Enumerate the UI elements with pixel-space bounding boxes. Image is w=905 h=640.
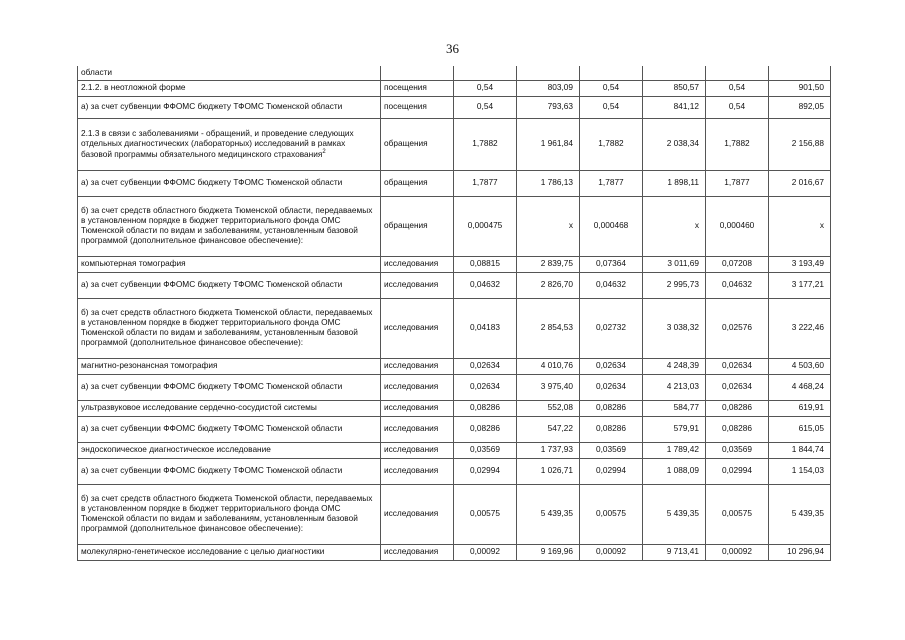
row-unit: исследования [381,256,454,272]
table-row [78,358,831,374]
table-row [78,118,831,170]
norm-value: 0,00092 [454,544,517,560]
row-description: а) за счет субвенции ФФОМС бюджету ТФОМС Тюменской области [78,170,381,196]
norm-value: 0,000468 [580,196,643,256]
row-description: магнитно-резонансная томография [78,358,381,374]
cost-value: 552,08 [517,400,580,416]
norm-value: 1,7877 [454,170,517,196]
cost-value: 4 248,39 [643,358,706,374]
norm-value: 0,54 [454,80,517,96]
row-description: а) за счет субвенции ФФОМС бюджету ТФОМС Тюменской области [78,458,381,484]
norm-value: 0,54 [580,96,643,118]
norm-value: 0,08286 [580,400,643,416]
norm-value: 0,00575 [454,484,517,544]
row-unit: исследования [381,458,454,484]
footnote-marker: 2 [322,148,326,155]
cost-value: 9 169,96 [517,544,580,560]
row-description: б) за счет средств областного бюджета Тюменской области, передаваемых в установленном порядке в бюджет территориального фонда ОМС Тюменской области по видам и заболеваниям, установленным базовой программой (дополнительное финансовое обеспечение): [78,484,381,544]
norm-value: 0,02634 [580,358,643,374]
cost-value: 892,05 [769,96,831,118]
norm-value: 0,02634 [706,358,769,374]
table-row [78,400,831,416]
cost-value: 803,09 [517,80,580,96]
cost-value: 3 177,21 [769,272,831,298]
cost-value: 5 439,35 [643,484,706,544]
norm-value [454,66,517,80]
norm-value: 0,02994 [454,458,517,484]
norm-value: 0,08286 [454,400,517,416]
norm-value: 0,02634 [454,358,517,374]
cost-value: 2 854,53 [517,298,580,358]
row-description: а) за счет субвенции ФФОМС бюджету ТФОМС Тюменской области [78,272,381,298]
table-row [78,272,831,298]
table-row [78,544,831,560]
row-description: 2.1.2. в неотложной форме [78,80,381,96]
cost-value: 9 713,41 [643,544,706,560]
norm-value: 0,02634 [580,374,643,400]
cost-value: 3 011,69 [643,256,706,272]
cost-value: 3 975,40 [517,374,580,400]
cost-value: 2 995,73 [643,272,706,298]
cost-value: 1 154,03 [769,458,831,484]
page-number: 36 [446,41,459,56]
cost-value: 1 789,42 [643,442,706,458]
norm-value: 1,7882 [454,118,517,170]
norm-value: 0,03569 [454,442,517,458]
norm-value [580,66,643,80]
row-unit: обращения [381,170,454,196]
cost-value: х [769,196,831,256]
cost-value: 3 222,46 [769,298,831,358]
norm-value: 1,7877 [580,170,643,196]
cost-value: х [517,196,580,256]
row-description: б) за счет средств областного бюджета Тюменской области, передаваемых в установленном порядке в бюджет территориального фонда ОМС Тюменской области по видам и заболеваниям, установленным базовой программой (дополнительное финансовое обеспечение): [78,298,381,358]
table-row [78,484,831,544]
row-description: а) за счет субвенции ФФОМС бюджету ТФОМС Тюменской области [78,96,381,118]
row-description: компьютерная томография [78,256,381,272]
norm-value: 0,08815 [454,256,517,272]
cost-value: 1 844,74 [769,442,831,458]
cost-value: 4 213,03 [643,374,706,400]
row-unit: обращения [381,118,454,170]
norm-value: 0,02576 [706,298,769,358]
cost-value: 5 439,35 [769,484,831,544]
row-description: 2.1.3 в связи с заболеваниями - обращений, и проведение следующих отдельных диагностических (лабораторных) исследований в рамках базовой программы обязательного медицинского страхования$^2$ [78,118,381,170]
row-unit: исследования [381,544,454,560]
row-unit: исследования [381,484,454,544]
cost-value: 10 296,94 [769,544,831,560]
norm-value: 0,02634 [706,374,769,400]
norm-value: 0,00092 [706,544,769,560]
row-description: а) за счет субвенции ФФОМС бюджету ТФОМС Тюменской области [78,416,381,442]
norm-value: 0,00092 [580,544,643,560]
cost-value: 1 961,84 [517,118,580,170]
norm-value: 0,00575 [706,484,769,544]
norm-value: 0,08286 [454,416,517,442]
cost-value: 547,22 [517,416,580,442]
table-row [78,416,831,442]
cost-value: 5 439,35 [517,484,580,544]
norm-value: 0,00575 [580,484,643,544]
table-row [78,66,831,80]
norm-value: 0,54 [706,96,769,118]
cost-value: 841,12 [643,96,706,118]
cost-value: 2 156,88 [769,118,831,170]
norm-value: 0,54 [580,80,643,96]
cost-value [643,66,706,80]
table-row [78,374,831,400]
row-description: молекулярно-генетическое исследование с целью диагностики [78,544,381,560]
norm-value: 0,08286 [706,400,769,416]
table-row [78,256,831,272]
norm-value: 0,02732 [580,298,643,358]
row-unit: посещения [381,80,454,96]
cost-value: 2 826,70 [517,272,580,298]
row-unit: обращения [381,196,454,256]
cost-value: 4 503,60 [769,358,831,374]
table-row [78,458,831,484]
cost-value: 3 193,49 [769,256,831,272]
cost-value: 1 898,11 [643,170,706,196]
row-description: б) за счет средств областного бюджета Тюменской области, передаваемых в установленном порядке в бюджет территориального фонда ОМС Тюменской области по видам и заболеваниям, установленным базовой программой (дополнительное финансовое обеспечение): [78,196,381,256]
row-description: ультразвуковое исследование сердечно-сосудистой системы [78,400,381,416]
cost-value: 2 839,75 [517,256,580,272]
norm-value: 0,04632 [454,272,517,298]
row-unit: исследования [381,298,454,358]
cost-value: 3 038,32 [643,298,706,358]
norm-value: 0,08286 [580,416,643,442]
cost-value: 4 468,24 [769,374,831,400]
row-unit: исследования [381,374,454,400]
table-row [78,80,831,96]
norm-value: 0,000460 [706,196,769,256]
table-row [78,96,831,118]
norm-value: 0,04183 [454,298,517,358]
cost-value: 1 737,93 [517,442,580,458]
cost-value: 2 016,67 [769,170,831,196]
norm-value: 0,07208 [706,256,769,272]
cost-value: 901,50 [769,80,831,96]
cost-value: 850,57 [643,80,706,96]
cost-value: х [643,196,706,256]
norm-value: 0,02634 [454,374,517,400]
row-unit: исследования [381,416,454,442]
norm-value: 1,7877 [706,170,769,196]
norm-value: 0,03569 [580,442,643,458]
cost-value: 1 026,71 [517,458,580,484]
norm-value [706,66,769,80]
cost-value: 584,77 [643,400,706,416]
row-unit: исследования [381,400,454,416]
cost-value: 4 010,76 [517,358,580,374]
table-row [78,298,831,358]
cost-value: 579,91 [643,416,706,442]
cost-value: 1 088,09 [643,458,706,484]
row-unit: исследования [381,358,454,374]
row-unit: исследования [381,442,454,458]
table-row [78,196,831,256]
row-description: а) за счет субвенции ФФОМС бюджету ТФОМС Тюменской области [78,374,381,400]
cost-value [769,66,831,80]
program-table [77,66,831,561]
norm-value: 0,02994 [706,458,769,484]
cost-value: 793,63 [517,96,580,118]
row-description: эндоскопическое диагностическое исследование [78,442,381,458]
norm-value: 0,04632 [580,272,643,298]
norm-value: 1,7882 [706,118,769,170]
norm-value: 0,08286 [706,416,769,442]
norm-value: 0,000475 [454,196,517,256]
cost-value: 619,91 [769,400,831,416]
norm-value: 0,54 [706,80,769,96]
norm-value: 1,7882 [580,118,643,170]
table-row [78,170,831,196]
cost-value: 615,05 [769,416,831,442]
norm-value: 0,02994 [580,458,643,484]
norm-value: 0,54 [454,96,517,118]
row-unit [381,66,454,80]
cost-value: 1 786,13 [517,170,580,196]
table-row [78,442,831,458]
row-description: области [78,66,381,80]
norm-value: 0,03569 [706,442,769,458]
row-unit: исследования [381,272,454,298]
cost-value [517,66,580,80]
norm-value: 0,04632 [706,272,769,298]
cost-value: 2 038,34 [643,118,706,170]
norm-value: 0,07364 [580,256,643,272]
row-unit: посещения [381,96,454,118]
